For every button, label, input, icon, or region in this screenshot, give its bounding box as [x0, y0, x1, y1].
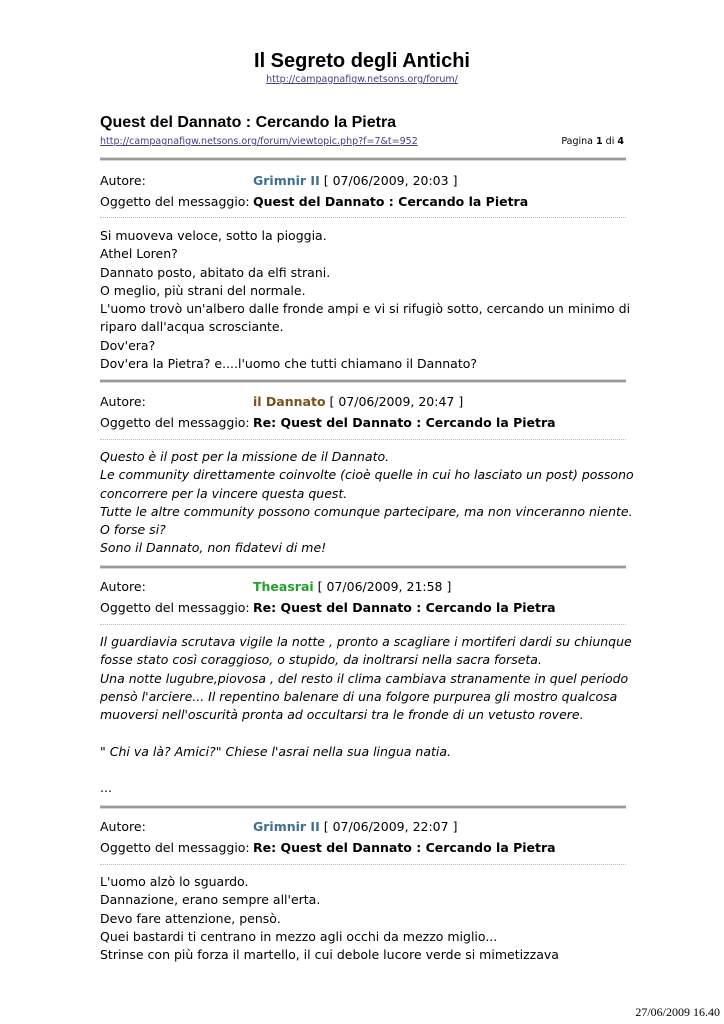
pagination-total: 4 — [617, 136, 624, 147]
post-line: Dannazione, erano sempre all'erta. — [100, 892, 321, 908]
post-line: fosse stato così coraggioso, o stupido, da inoltrarsi nella sacra forseta. — [100, 652, 542, 668]
post-line: muoversi nell'oscurità pronta ad occultarsi tra le fronde di un vetusto rovere. — [100, 707, 584, 723]
post-1-subject: Quest del Dannato : Cercando la Pietra — [253, 194, 529, 209]
post-1-subject-label: Oggetto del messaggio: — [100, 194, 250, 209]
post-line: Devo fare attenzione, pensò. — [100, 910, 281, 926]
post-3-subject-label: Oggetto del messaggio: — [100, 600, 250, 615]
post-2-body — [100, 448, 634, 558]
pagination — [561, 136, 624, 147]
post-3-header-divider — [100, 624, 626, 625]
post-4-author-line — [253, 819, 457, 834]
post-1-author-label: Autore: — [100, 173, 146, 188]
post-line: O meglio, più strani del normale. — [100, 282, 306, 298]
post-2-date: [ 07/06/2009, 20:47 ] — [325, 394, 464, 409]
post-line: Questo è il post per la missione de il Dannato. — [100, 449, 390, 464]
forum-url-line — [0, 74, 724, 85]
post-4-subject-label: Oggetto del messaggio: — [100, 840, 250, 855]
post-line: Si muoveva veloce, sotto la pioggia. — [100, 228, 327, 243]
post-line: Sono il Dannato, non fidatevi di me! — [100, 540, 327, 556]
topic-url-line — [100, 136, 418, 147]
post-line: Una notte lugubre,piovosa , del resto il clima cambiava stranamente in quel periodo — [100, 670, 629, 686]
post-line: Tutte le altre community possono comunque partecipare, ma non vinceranno niente. — [100, 503, 633, 519]
pagination-current: 1 — [596, 136, 603, 147]
post-line: O forse si? — [100, 522, 166, 538]
post-3-subject: Re: Quest del Dannato : Cercando la Pietra — [253, 600, 556, 615]
post-divider — [100, 805, 626, 809]
post-1-header-divider — [100, 217, 626, 218]
post-4-author-label: Autore: — [100, 819, 146, 834]
post-1-author-line — [253, 173, 457, 188]
post-line: concorrere per la vincere questa quest. — [100, 485, 348, 501]
post-line: Strinse con più forza il martello, il cui debole lucore verde si mimetizzava — [100, 947, 559, 963]
post-line: ... — [100, 780, 112, 796]
header-divider — [100, 157, 626, 161]
post-line: pensò l'arciere... Il repentino balenare di una folgore purpurea gli mostro qualcosa — [100, 688, 618, 704]
post-3-date: [ 07/06/2009, 21:58 ] — [313, 579, 452, 594]
post-line: Quei bastardi ti centrano in mezzo agli occhi da mezzo miglio... — [100, 928, 498, 944]
post-line: Athel Loren? — [100, 246, 178, 262]
post-line: Dov'era? — [100, 337, 156, 353]
post-3-author-label: Autore: — [100, 579, 146, 594]
post-2-subject: Re: Quest del Dannato : Cercando la Pietra — [253, 415, 556, 430]
forum-title: Il Segreto degli Antichi — [254, 50, 470, 72]
post-2-author-label: Autore: — [100, 394, 146, 409]
topic-url-link[interactable]: http://campagnafigw.netsons.org/forum/viewtopic.php?f=7&t=952 — [100, 136, 418, 147]
topic-title: Quest del Dannato : Cercando la Pietra — [100, 114, 397, 131]
pagination-prefix: Pagina — [561, 136, 593, 147]
post-4-body — [100, 873, 626, 964]
post-line: Le community direttamente coinvolte (cioè quelle in cui ho lasciato un post) possono — [100, 467, 634, 483]
post-line — [100, 761, 626, 779]
post-line: Il guardiavia scrutava vigile la notte , pronto a scagliare i mortiferi dardi su chiunque — [100, 634, 632, 649]
post-3-body — [100, 633, 632, 798]
post-1-date: [ 07/06/2009, 20:03 ] — [319, 173, 458, 188]
post-line: Dannato posto, abitato da elfi strani. — [100, 264, 331, 280]
post-3-author[interactable]: Theasrai — [253, 579, 314, 594]
post-1-body — [100, 227, 631, 373]
post-line: riparo dall'acqua scrosciante. — [100, 319, 284, 335]
post-line — [100, 724, 626, 742]
post-line: L'uomo alzò lo sguardo. — [100, 874, 249, 889]
post-3-author-line — [253, 579, 451, 594]
post-2-author[interactable]: il Dannato — [253, 394, 326, 409]
post-line: Dov'era la Pietra? e....l'uomo che tutti chiamano il Dannato? — [100, 356, 478, 372]
forum-url-link[interactable]: http://campagnafigw.netsons.org/forum/ — [266, 74, 458, 85]
post-2-subject-label: Oggetto del messaggio: — [100, 415, 250, 430]
post-1-author[interactable]: Grimnir II — [253, 173, 320, 188]
post-line: L'uomo trovò un'albero dalle fronde ampi e vi si rifugiò sotto, cercando un minimo di — [100, 301, 631, 317]
post-divider — [100, 379, 626, 383]
pagination-sep: di — [605, 136, 615, 147]
post-divider — [100, 565, 626, 569]
post-4-header-divider — [100, 864, 626, 865]
post-4-date: [ 07/06/2009, 22:07 ] — [319, 819, 458, 834]
post-2-author-line — [253, 394, 463, 409]
post-2-header-divider — [100, 439, 626, 440]
post-4-author[interactable]: Grimnir II — [253, 819, 320, 834]
post-line: " Chi va là? Amici?" Chiese l'asrai nella sua lingua natia. — [100, 743, 452, 759]
print-date: 27/06/2009 16.40 — [635, 1005, 720, 1019]
post-4-subject: Re: Quest del Dannato : Cercando la Pietra — [253, 840, 556, 855]
